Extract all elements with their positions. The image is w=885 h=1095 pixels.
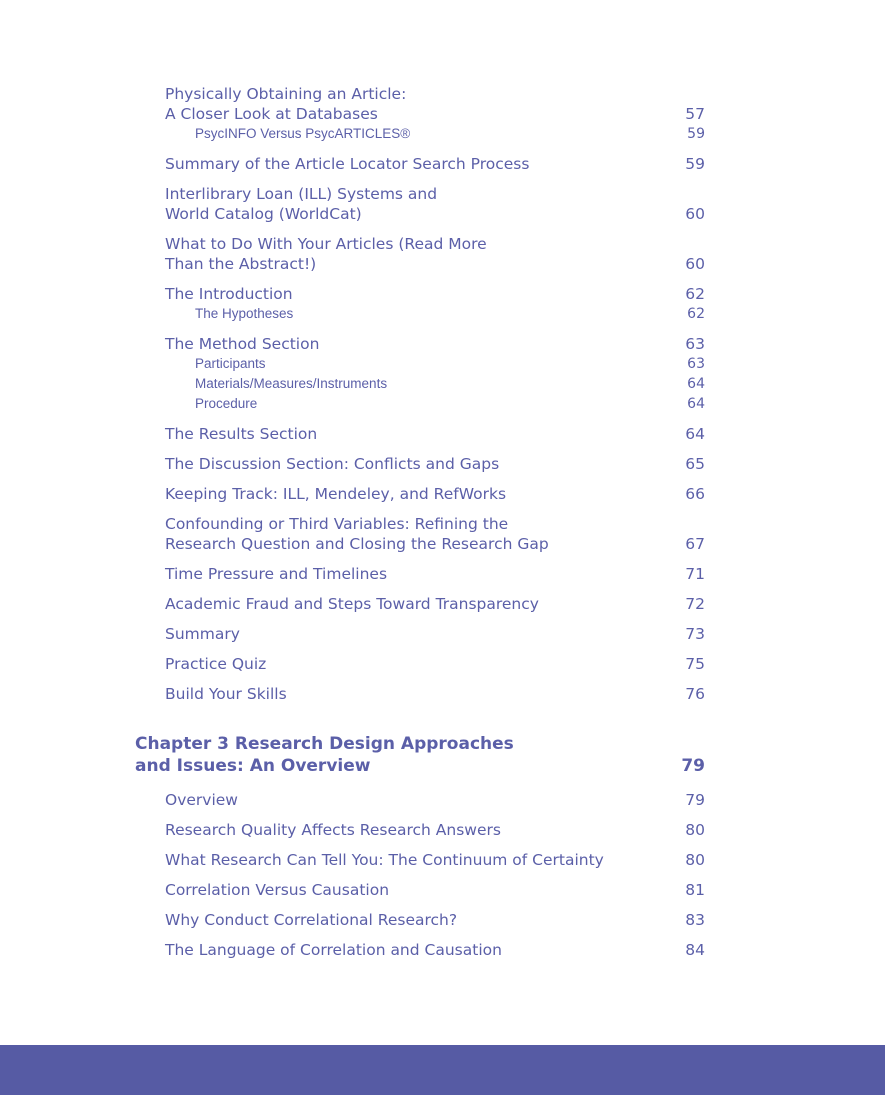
toc-entry — [165, 880, 705, 900]
toc-entry — [165, 284, 705, 304]
toc-subentry-title: Procedure — [195, 396, 258, 411]
toc-entry-title: Academic Fraud and Steps Toward Transparency — [165, 595, 539, 613]
toc-entry-page: 59 — [685, 155, 705, 173]
toc-entry — [165, 454, 705, 474]
toc-entry-title: Summary of the Article Locator Search Process — [165, 155, 530, 173]
toc-entry-title: Why Conduct Correlational Research? — [165, 911, 458, 929]
toc-entry — [165, 790, 705, 810]
toc-entry-page: 57 — [685, 105, 705, 123]
toc-entry-page: 76 — [685, 685, 705, 703]
toc-entry — [165, 334, 705, 354]
footer-color-band — [0, 1045, 885, 1095]
toc-entry-page: 66 — [685, 485, 705, 503]
toc-entry-title: Research Quality Affects Research Answers — [165, 821, 501, 839]
toc-entry — [165, 514, 705, 554]
toc-subentry-page: 63 — [687, 356, 705, 372]
toc-chapter-heading — [135, 733, 705, 777]
toc-entry-title: Overview — [165, 791, 238, 809]
toc-entry — [165, 940, 705, 960]
toc-entry — [165, 234, 705, 274]
toc-entry-page: 80 — [685, 821, 705, 839]
toc-entry — [165, 850, 705, 870]
toc-entry — [165, 154, 705, 174]
toc-entry-page: 64 — [685, 425, 705, 443]
toc-subentry-title: Materials/Measures/Instruments — [195, 376, 388, 391]
toc-entry-title: Confounding or Third Variables: Refining the Research Question and Closing the Research Gap — [165, 515, 549, 553]
toc-entry-page: 67 — [685, 535, 705, 553]
toc-entry — [165, 424, 705, 444]
toc-entry — [165, 594, 705, 614]
toc-entry-page: 83 — [685, 911, 705, 929]
toc-entry-title: The Results Section — [165, 425, 318, 443]
toc-subentry-title: PsycINFO Versus PsycARTICLES® — [195, 126, 411, 141]
toc-entry — [165, 684, 705, 704]
toc-entry-title: Time Pressure and Timelines — [165, 565, 388, 583]
toc-entry-title: The Introduction — [165, 285, 293, 303]
toc-entry — [165, 484, 705, 504]
toc-subentry-page: 62 — [687, 306, 705, 322]
toc-entry-page: 81 — [685, 881, 705, 899]
toc-entry-page: 75 — [685, 655, 705, 673]
toc-chapter-title: Chapter 3 Research Design Approaches and Issues: An Overview — [135, 734, 514, 776]
toc-entry-title: Correlation Versus Causation — [165, 881, 390, 899]
toc-entry-title: Interlibrary Loan (ILL) Systems and World Catalog (WorldCat) — [165, 185, 438, 223]
toc-subentry-page: 59 — [687, 126, 705, 142]
toc-entry-title: Physically Obtaining an Article: A Closer Look at Databases — [165, 85, 407, 123]
toc-subentry — [165, 394, 705, 414]
toc-subentry-page: 64 — [687, 396, 705, 412]
toc-entry-page: 63 — [685, 335, 705, 353]
toc-entry-title: What to Do With Your Articles (Read More Than the Abstract!) — [165, 235, 487, 273]
toc-entry-page: 79 — [685, 791, 705, 809]
toc-entry — [165, 564, 705, 584]
toc-entry — [165, 820, 705, 840]
toc-entry — [165, 184, 705, 224]
toc-subentry — [165, 374, 705, 394]
toc-entry-title: Keeping Track: ILL, Mendeley, and RefWorks — [165, 485, 507, 503]
toc-entry-page: 73 — [685, 625, 705, 643]
toc-entry-title: The Language of Correlation and Causation — [165, 941, 502, 959]
toc-entry-title: Build Your Skills — [165, 685, 287, 703]
toc-entry-page: 60 — [685, 205, 705, 223]
toc-subentry — [165, 304, 705, 324]
toc-entry — [165, 84, 705, 124]
toc-subentry-title: Participants — [195, 356, 266, 371]
toc-entry — [165, 654, 705, 674]
toc-entry-title: Practice Quiz — [165, 655, 267, 673]
toc-subentry-page: 64 — [687, 376, 705, 392]
toc-entry-page: 62 — [685, 285, 705, 303]
toc-entry-page: 60 — [685, 255, 705, 273]
toc-entry-page: 72 — [685, 595, 705, 613]
toc-entry — [165, 624, 705, 644]
toc-subentry-title: The Hypotheses — [195, 306, 294, 321]
toc-entry-page: 80 — [685, 851, 705, 869]
toc-entry-page: 84 — [685, 941, 705, 959]
toc-entry-title: The Discussion Section: Conflicts and Gaps — [165, 455, 500, 473]
toc-entry-page: 65 — [685, 455, 705, 473]
toc-subentry — [165, 354, 705, 374]
toc-entry-title: The Method Section — [165, 335, 320, 353]
toc-entry — [165, 910, 705, 930]
toc-entry-page: 71 — [685, 565, 705, 583]
toc-chapter-page: 79 — [681, 756, 705, 776]
toc-entry-title: Summary — [165, 625, 240, 643]
toc-entry-title: What Research Can Tell You: The Continuum of Certainty — [165, 851, 604, 869]
toc-subentry — [165, 124, 705, 144]
